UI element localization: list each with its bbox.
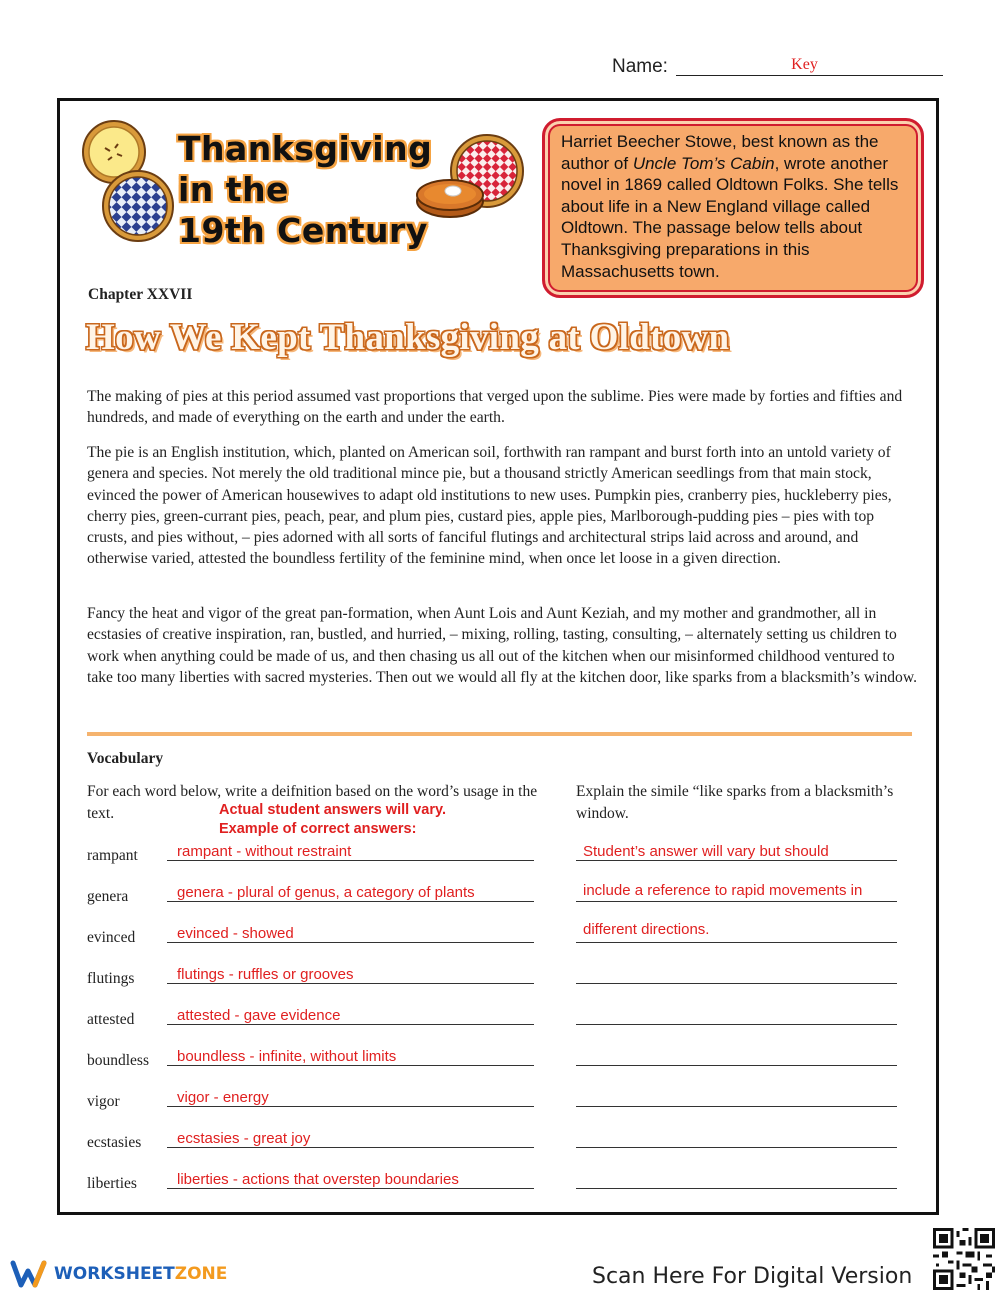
vocab-answer: flutings - ruffles or grooves bbox=[177, 966, 354, 983]
vocab-answer-line[interactable] bbox=[167, 983, 534, 984]
title-line-3: 19th Century bbox=[178, 211, 428, 250]
section-divider bbox=[87, 732, 912, 736]
simile-answer-line[interactable] bbox=[576, 860, 897, 861]
simile-answer-line[interactable] bbox=[576, 1106, 897, 1107]
pies-illustration-left bbox=[72, 118, 182, 243]
answer-key-note-line-1: Actual student answers will vary. bbox=[219, 802, 446, 818]
simile-answer-line[interactable] bbox=[576, 1024, 897, 1025]
vocab-word: flutings bbox=[87, 970, 135, 987]
title-line-2: in the bbox=[178, 170, 289, 209]
passage-heading: How We Kept Thanksgiving at Oldtown bbox=[86, 317, 730, 358]
vocabulary-instruction: For each word below, write a deifnition based on the word’s usage in the text. bbox=[87, 783, 538, 822]
brand-main: WORKSHEET bbox=[54, 1264, 175, 1284]
simile-answer-line[interactable] bbox=[576, 1147, 897, 1148]
intro-text-start: Harriet Beecher Stowe, best known as the author of bbox=[561, 132, 879, 173]
worksheet-zone-logo[interactable] bbox=[10, 1259, 227, 1289]
vocab-answer-line[interactable] bbox=[167, 942, 534, 943]
simile-answer-line[interactable] bbox=[576, 942, 897, 943]
passage-paragraph-3: Fancy the heat and vigor of the great pan-formation, when Aunt Lois and Aunt Keziah, and my mother and grandmother, all in ecstasies of creative inspiration, ran, bustled, and hurried, – mixing, rolling, tasting, consulting, – alternately setting us children to work when anything could be made of us, and then chasing us all out of the kitchen when our misinformed childhood ventured to take too many liberties with sacred mysteries. Then out we would all fly at the kitchen door, like sparks from a blacksmith’s window. bbox=[87, 605, 917, 686]
qr-code-icon[interactable] bbox=[933, 1228, 995, 1290]
vocab-word: evinced bbox=[87, 929, 136, 946]
vocab-word: attested bbox=[87, 1011, 135, 1028]
name-line[interactable] bbox=[676, 75, 943, 76]
simile-answer-line[interactable] bbox=[576, 901, 897, 902]
vocab-answer: rampant - without restraint bbox=[177, 843, 352, 860]
simile-answer-line[interactable] bbox=[576, 1065, 897, 1066]
vocab-answer: vigor - energy bbox=[177, 1089, 269, 1106]
intro-book-title: Uncle Tom’s Cabin bbox=[632, 153, 775, 173]
vocab-word: genera bbox=[87, 888, 129, 905]
vocab-answer-line[interactable] bbox=[167, 1106, 534, 1107]
vocab-answer-line[interactable] bbox=[167, 860, 534, 861]
simile-answer-text: include a reference to rapid movements in bbox=[583, 882, 863, 899]
chapter-label: Chapter XXVII bbox=[88, 286, 193, 303]
vocab-answer-line[interactable] bbox=[167, 901, 534, 902]
worksheet-title bbox=[178, 128, 432, 251]
vocab-answer: genera - plural of genus, a category of plants bbox=[177, 884, 475, 901]
blueberry-pie-icon bbox=[103, 171, 173, 241]
name-label: Name: bbox=[612, 56, 668, 77]
vocab-word: boundless bbox=[87, 1052, 149, 1069]
vocab-word: liberties bbox=[87, 1175, 137, 1192]
simile-answer-line[interactable] bbox=[576, 983, 897, 984]
vocab-answer: liberties - actions that overstep boundaries bbox=[177, 1171, 459, 1188]
vocabulary-heading: Vocabulary bbox=[87, 750, 164, 767]
simile-answer-text: different directions. bbox=[583, 921, 710, 938]
vocab-answer-line[interactable] bbox=[167, 1188, 534, 1189]
title-line-1: Thanksgiving bbox=[178, 129, 433, 168]
answer-key-note-line-2: Example of correct answers: bbox=[219, 821, 417, 837]
name-value: Key bbox=[791, 56, 818, 73]
simile-answer-text: Student’s answer will vary but should bbox=[583, 843, 829, 860]
scan-digital-text: Scan Here For Digital Version bbox=[592, 1264, 913, 1289]
vocab-word: ecstasies bbox=[87, 1134, 142, 1151]
passage-paragraph-1: The making of pies at this period assumed vast proportions that verged upon the sublime. Pies were made by forties and fifties and hundreds, and made of everything on the earth and under the earth. bbox=[87, 388, 903, 427]
vocab-answer: attested - gave evidence bbox=[177, 1007, 341, 1024]
answer-key-note bbox=[219, 801, 446, 839]
vocab-answer-line[interactable] bbox=[167, 1065, 534, 1066]
vocab-answer: evinced - showed bbox=[177, 925, 294, 942]
intro-box bbox=[542, 118, 924, 298]
brand-accent: ZONE bbox=[174, 1264, 228, 1284]
intro-text-end: , wrote another novel in 1869 called Oldtown Folks. She tells about life in a New England village called Oldtown. The passage below tells about Thanksgiving preparations in this Massachusetts town. bbox=[561, 153, 899, 281]
vocab-answer: ecstasies - great joy bbox=[177, 1130, 311, 1147]
vocab-word: vigor bbox=[87, 1093, 120, 1110]
vocab-word: rampant bbox=[87, 847, 138, 864]
vocab-answer-line[interactable] bbox=[167, 1024, 534, 1025]
simile-answer-line[interactable] bbox=[576, 1188, 897, 1189]
logo-w-icon bbox=[10, 1259, 50, 1289]
vocab-answer: boundless - infinite, without limits bbox=[177, 1048, 397, 1065]
passage-paragraph-2: The pie is an English institution, which, planted on American soil, forthwith ran rampant and burst forth into an untold variety of genera and species. Not merely the old traditional mince pie, but a thousand strictly American seedlings from that main stock, evinced the power of American housewives to adapt old institutions to new uses. Pumpkin pies, cranberry pies, huckleberry pies, cherry pies, green-currant pies, peach, pear, and plum pies, custard pies, apple pies, Marlborough-pudding pies – pies with top crusts, and pies without, – pies adorned with all sorts of fanciful flutings and architectural strips laid across and around, and otherwise varied, attested the boundless fertility of the feminine mind, when once let loose in a given direction. bbox=[87, 444, 892, 568]
simile-prompt: Explain the simile “like sparks from a blacksmith’s window. bbox=[576, 783, 894, 822]
vocab-answer-line[interactable] bbox=[167, 1147, 534, 1148]
